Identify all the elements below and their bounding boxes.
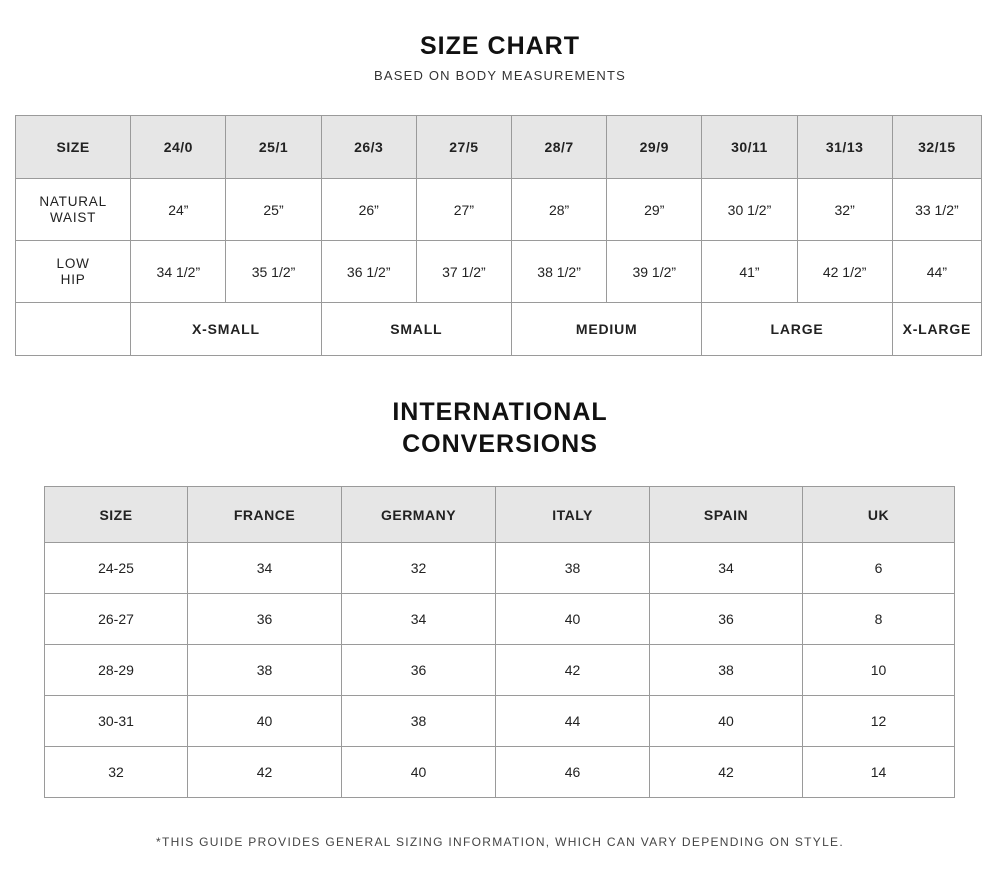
table-cell: 24” xyxy=(131,179,226,241)
table-cell: 12 xyxy=(803,696,955,747)
table-cell: 35 1/2” xyxy=(226,241,321,303)
table-cell: 32 xyxy=(342,543,496,594)
table-cell: 26” xyxy=(321,179,416,241)
table-cell: 39 1/2” xyxy=(607,241,702,303)
table-cell: 34 1/2” xyxy=(131,241,226,303)
table-cell: 32 xyxy=(45,747,188,798)
table-cell: 14 xyxy=(803,747,955,798)
table-cell: 30-31 xyxy=(45,696,188,747)
table-cell: 42 xyxy=(188,747,342,798)
row-label xyxy=(16,241,131,303)
header-cell: 27/5 xyxy=(416,116,511,179)
international-conversions-table xyxy=(44,486,955,798)
header-cell: GERMANY xyxy=(342,487,496,543)
header-cell: 29/9 xyxy=(607,116,702,179)
header-cell: SIZE xyxy=(16,116,131,179)
header-cell: 24/0 xyxy=(131,116,226,179)
row-label-line: WAIST xyxy=(49,209,97,225)
category-cell: SMALL xyxy=(321,303,511,356)
conversion-header-row xyxy=(45,487,955,543)
table-cell: 40 xyxy=(342,747,496,798)
table-cell: 10 xyxy=(803,645,955,696)
table-cell: 36 xyxy=(650,594,803,645)
table-cell: 40 xyxy=(188,696,342,747)
table-cell: 36 xyxy=(342,645,496,696)
table-cell: 38 xyxy=(342,696,496,747)
table-cell: 34 xyxy=(650,543,803,594)
table-cell: 27” xyxy=(416,179,511,241)
table-cell: 38 xyxy=(496,543,650,594)
header-cell: 28/7 xyxy=(511,116,606,179)
table-cell: 34 xyxy=(342,594,496,645)
table-row xyxy=(45,645,955,696)
row-label-line: LOW xyxy=(56,255,90,271)
size-header-row xyxy=(16,116,982,179)
table-row xyxy=(45,747,955,798)
table-cell: 25” xyxy=(226,179,321,241)
table-row xyxy=(45,594,955,645)
category-cell: X-SMALL xyxy=(131,303,321,356)
header-cell: 30/11 xyxy=(702,116,797,179)
international-title-line: CONVERSIONS xyxy=(402,430,598,458)
header-cell: 25/1 xyxy=(226,116,321,179)
table-cell: 24-25 xyxy=(45,543,188,594)
table-cell: 33 1/2” xyxy=(892,179,981,241)
table-row xyxy=(45,696,955,747)
size-chart-title: SIZE CHART xyxy=(420,32,580,60)
table-cell: 36 xyxy=(188,594,342,645)
table-cell: 40 xyxy=(496,594,650,645)
table-cell: 28” xyxy=(511,179,606,241)
size-chart-table xyxy=(15,115,982,356)
header-cell: 32/15 xyxy=(892,116,981,179)
row-label xyxy=(16,179,131,241)
table-row xyxy=(45,543,955,594)
natural-waist-row xyxy=(16,179,982,241)
table-cell: 30 1/2” xyxy=(702,179,797,241)
header-cell: FRANCE xyxy=(188,487,342,543)
category-cell: LARGE xyxy=(702,303,892,356)
size-category-row xyxy=(16,303,982,356)
table-cell: 40 xyxy=(650,696,803,747)
header-cell: UK xyxy=(803,487,955,543)
category-cell: MEDIUM xyxy=(511,303,701,356)
table-cell: 42 1/2” xyxy=(797,241,892,303)
size-chart-subtitle: BASED ON BODY MEASUREMENTS xyxy=(373,68,626,83)
row-label-line: NATURAL xyxy=(39,193,107,209)
table-cell: 38 xyxy=(188,645,342,696)
table-cell: 32” xyxy=(797,179,892,241)
table-cell: 26-27 xyxy=(45,594,188,645)
footnote: *THIS GUIDE PROVIDES GENERAL SIZING INFORMATION, WHICH CAN VARY DEPENDING ON STYLE. xyxy=(156,835,844,849)
empty-cell xyxy=(16,303,131,356)
table-cell: 36 1/2” xyxy=(321,241,416,303)
low-hip-row xyxy=(16,241,982,303)
table-cell: 41” xyxy=(702,241,797,303)
table-cell: 8 xyxy=(803,594,955,645)
table-cell: 44 xyxy=(496,696,650,747)
category-cell: X-LARGE xyxy=(892,303,981,356)
row-label-line: HIP xyxy=(60,271,86,287)
table-cell: 37 1/2” xyxy=(416,241,511,303)
table-cell: 34 xyxy=(188,543,342,594)
header-cell: 26/3 xyxy=(321,116,416,179)
table-cell: 46 xyxy=(496,747,650,798)
header-cell: 31/13 xyxy=(797,116,892,179)
table-cell: 38 1/2” xyxy=(511,241,606,303)
header-cell: SPAIN xyxy=(650,487,803,543)
header-cell: ITALY xyxy=(496,487,650,543)
table-cell: 38 xyxy=(650,645,803,696)
international-title xyxy=(0,396,1000,460)
table-cell: 28-29 xyxy=(45,645,188,696)
table-cell: 42 xyxy=(650,747,803,798)
header-cell: SIZE xyxy=(45,487,188,543)
table-cell: 6 xyxy=(803,543,955,594)
table-cell: 44” xyxy=(892,241,981,303)
table-cell: 29” xyxy=(607,179,702,241)
international-title-line: INTERNATIONAL xyxy=(392,398,608,426)
table-cell: 42 xyxy=(496,645,650,696)
